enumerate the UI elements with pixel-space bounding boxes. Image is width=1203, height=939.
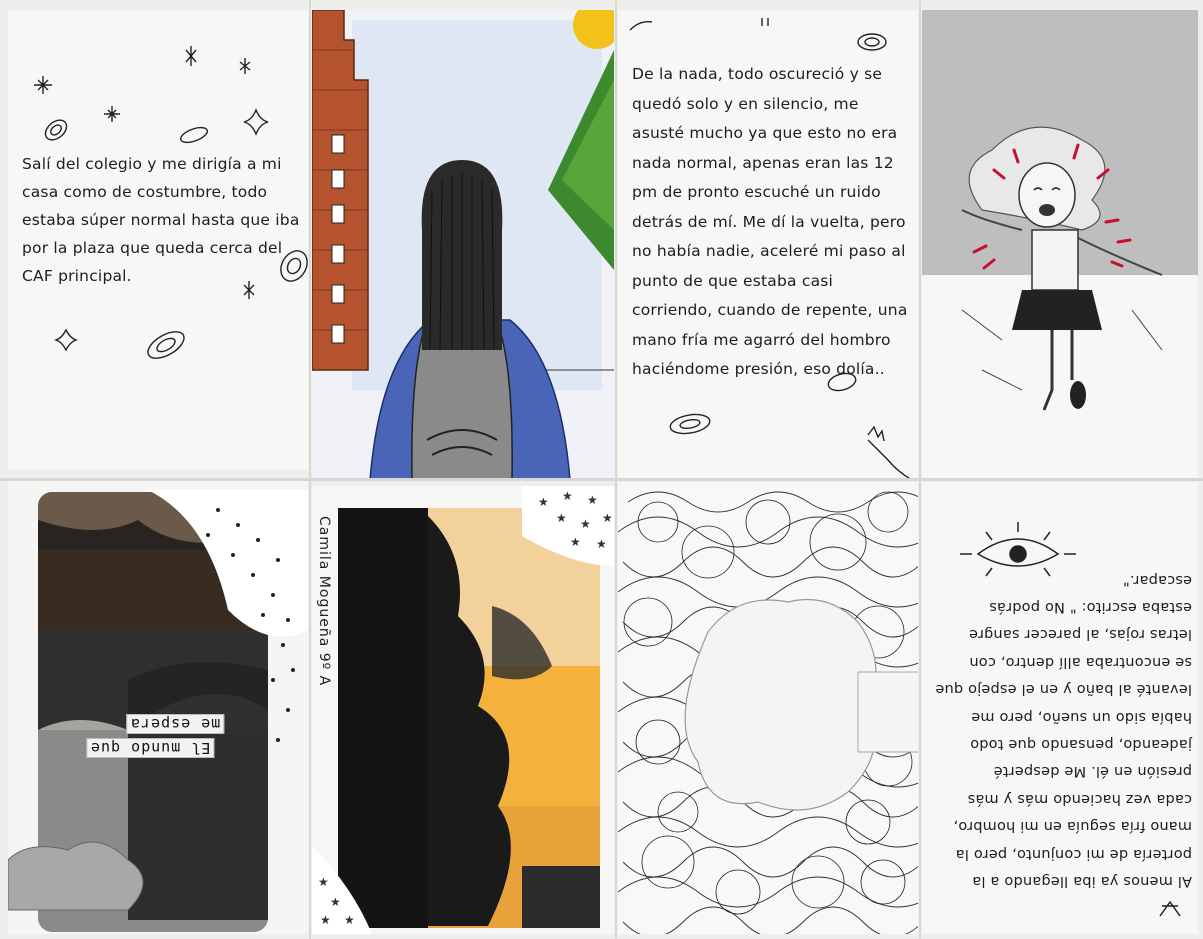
panel-6-collage	[312, 486, 614, 934]
story-text-1: Salí del colegio y me dirigía a mi casa como de costumbre, todo estaba súper normal hasta que iba por la plaza que queda cerca del CAF principal.	[22, 155, 300, 285]
panel-2-drawing	[312, 10, 614, 480]
svg-text:★: ★	[344, 913, 355, 927]
fold-line	[0, 478, 1203, 481]
scribble-darkness	[618, 482, 918, 934]
tree-sunset-photo	[312, 486, 614, 934]
collage-label-line-1: El mundo que	[86, 738, 214, 758]
svg-text:★: ★	[570, 535, 581, 549]
svg-text:★: ★	[318, 875, 329, 889]
story-text-3: Al menos ya iba llegando a la portería de mi conjunto, pero la mano fría seguía en mi hombro, cada vez haciendo más y más presión en él. Me desperté jadeando, pensando que todo había sido un sueño, pero me levanté al baño y en el espejo que se encontraba allí dentro, con letras rojas, al parecer sangre estaba escrito: " No podrás escapar."	[935, 571, 1192, 889]
story-text-2: De la nada, todo oscureció y se quedó solo y en silencio, me asusté mucho ya que esto no era nada normal, apenas eran las 12 pm de pronto escuché un ruido detrás de mí. Me dí la vuelta, pero no había nadie, aceleré mi paso al punto de que estaba casi corriendo, cuando de repente, una mano fría me agarró del hombro haciéndome presión, eso dolía..	[632, 65, 908, 378]
fold-line	[919, 0, 921, 939]
svg-text:★: ★	[538, 495, 549, 509]
screaming-girl-illustration	[922, 10, 1198, 480]
svg-text:★: ★	[556, 511, 567, 525]
panel-7-scribble	[618, 482, 918, 934]
fold-line	[615, 0, 617, 939]
svg-text:★: ★	[320, 913, 331, 927]
svg-text:★: ★	[587, 493, 598, 507]
panel-1	[8, 10, 308, 470]
svg-text:★: ★	[330, 895, 341, 909]
sunset-photo-collage	[8, 480, 308, 934]
svg-text:★: ★	[562, 489, 573, 503]
collage-label-line-2: me espera	[126, 714, 224, 734]
panel-4-drawing	[922, 10, 1198, 480]
panel-5-collage	[8, 480, 308, 934]
svg-text:★: ★	[602, 511, 613, 525]
panel-3	[618, 10, 918, 480]
fold-line	[309, 0, 311, 939]
panel-8	[922, 482, 1198, 934]
author-signature: Camila Mogueña 9º A	[316, 516, 332, 687]
svg-text:★: ★	[596, 537, 607, 551]
svg-text:★: ★	[580, 517, 591, 531]
girl-walking-illustration	[312, 10, 614, 480]
